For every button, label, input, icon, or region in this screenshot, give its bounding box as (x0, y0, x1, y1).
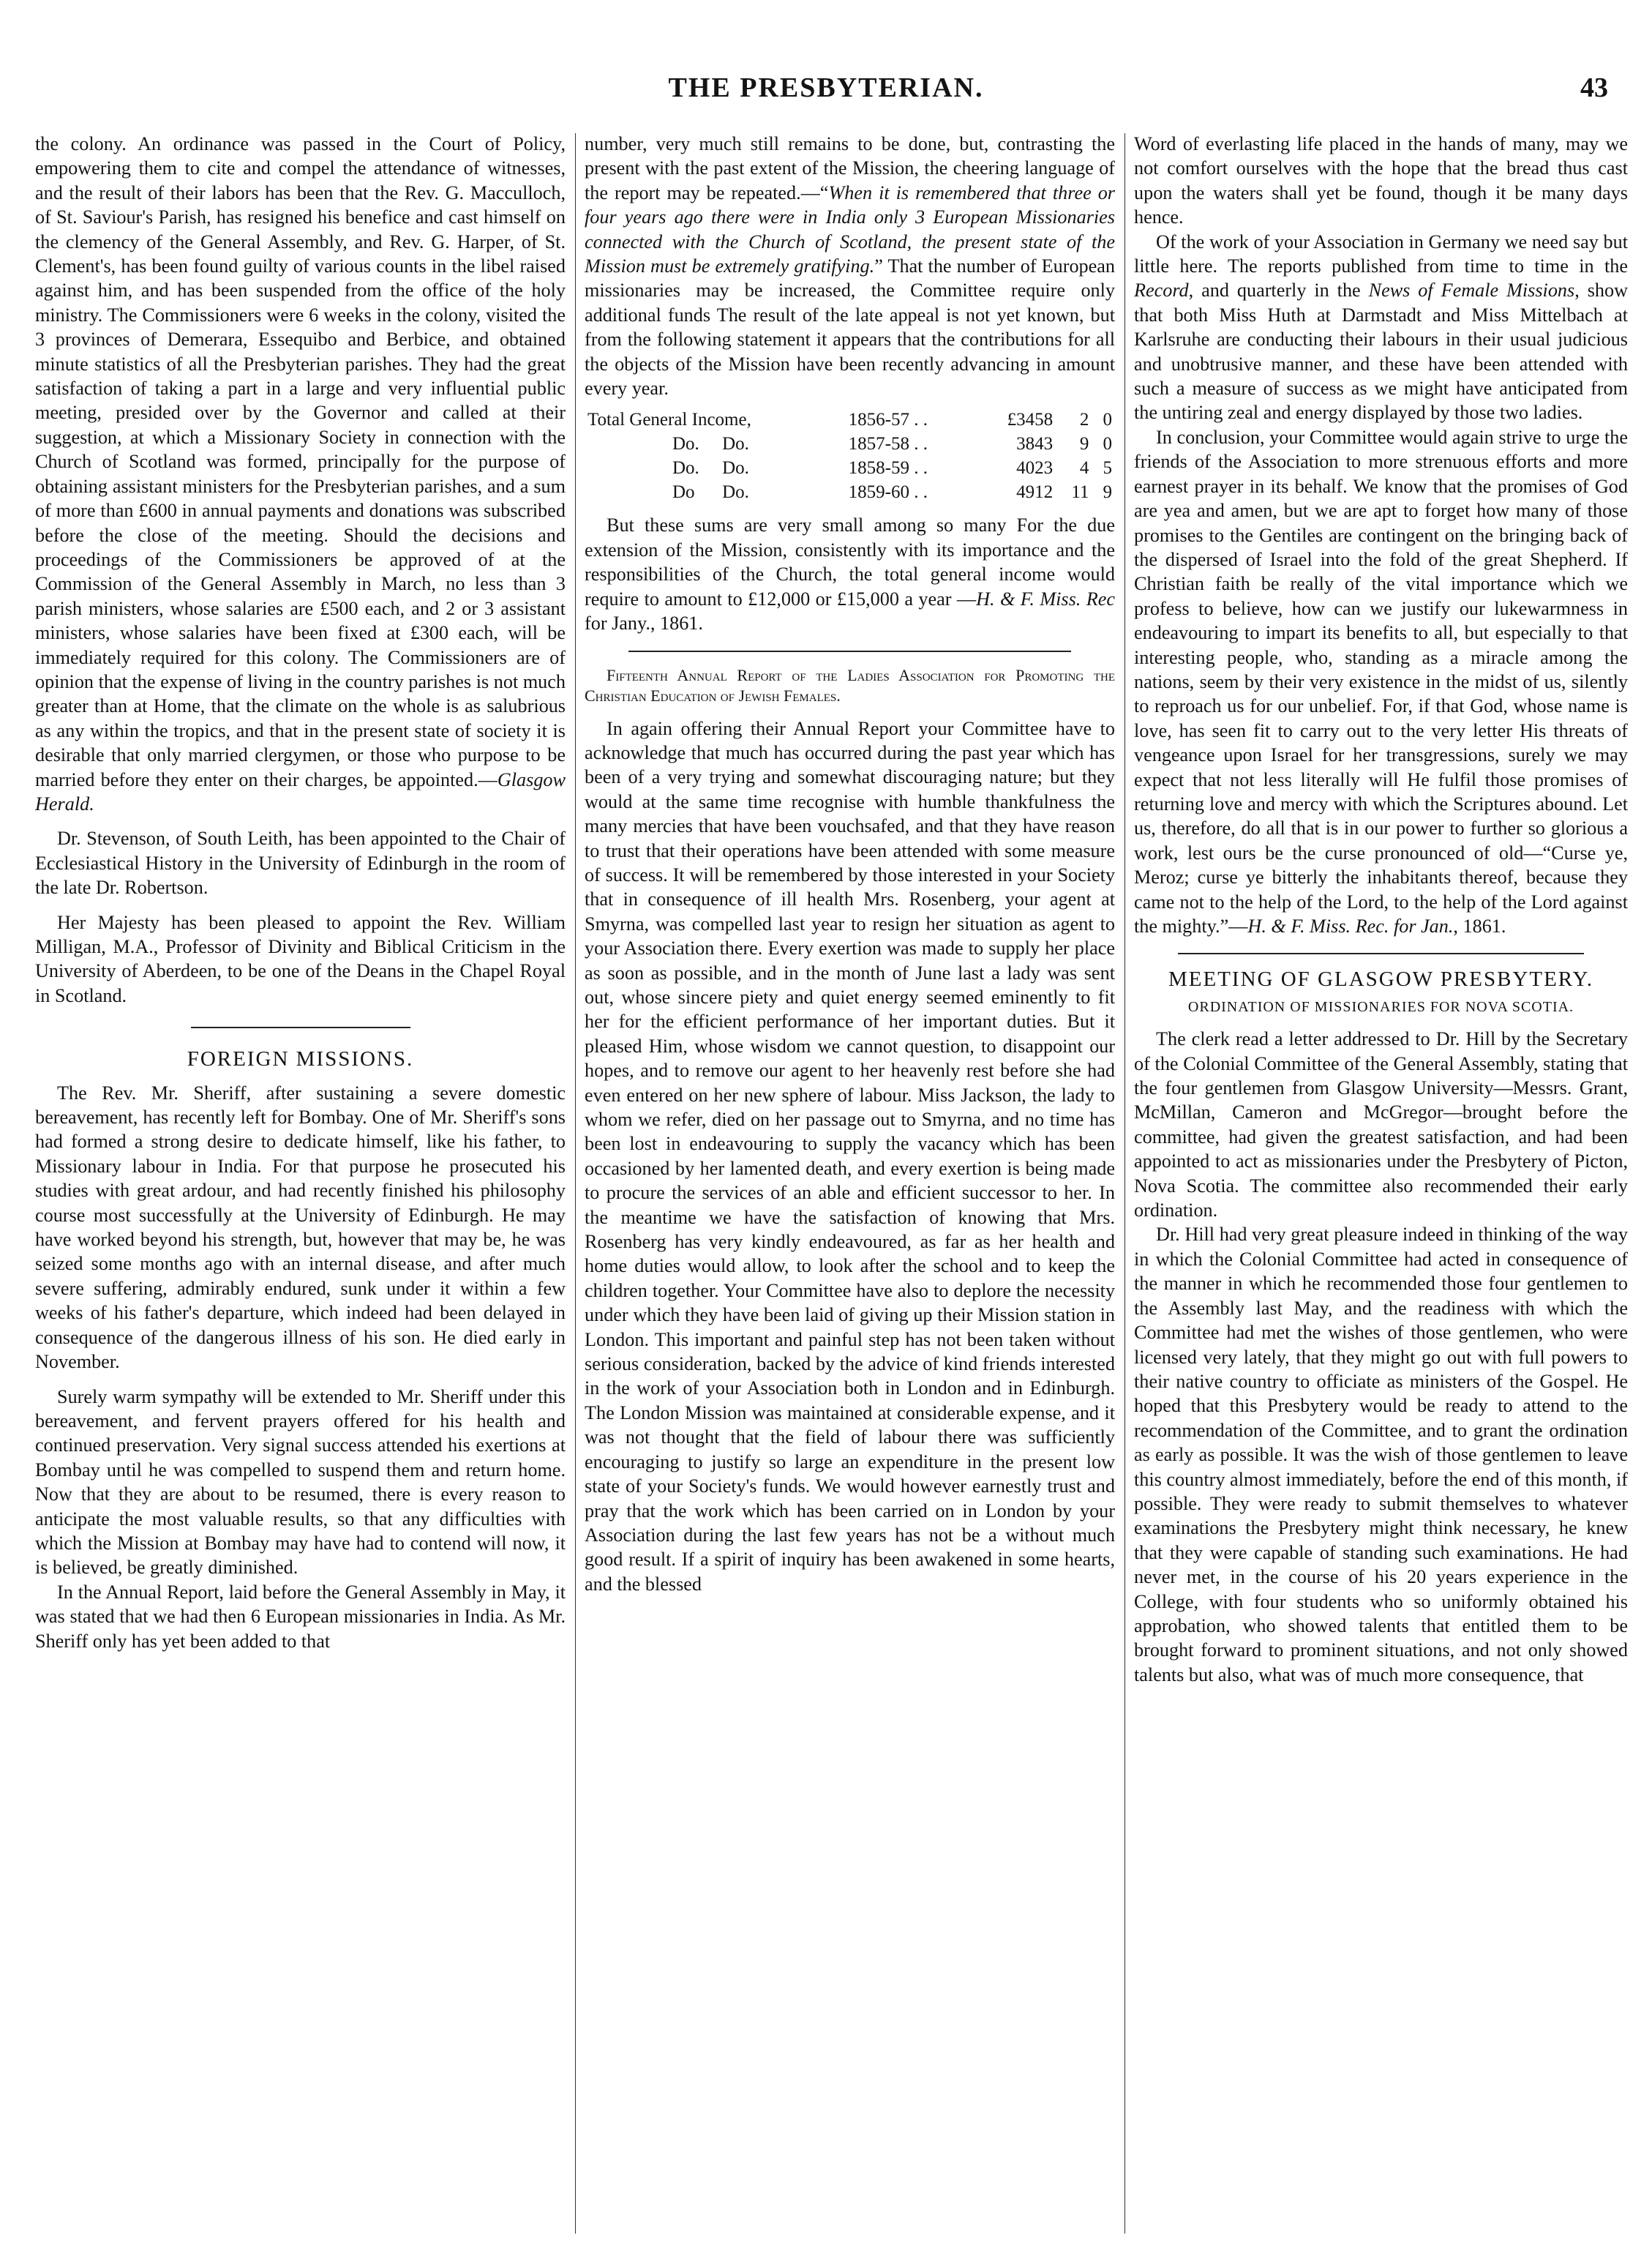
income-label: Total General Income, (587, 410, 751, 430)
income-pence: 9 (1103, 482, 1112, 503)
running-head (44, 72, 1608, 116)
income-label: Do. Do. (672, 434, 749, 454)
table-row (585, 432, 1115, 456)
table-row (585, 456, 1115, 480)
article-paragraph: Surely warm sympathy will be extended to Mr. Sheriff under this bereavement, and fervent prayers offered for his health and continued preservation. Very signal success attended his exertions at Bombay until he was compelled to suspend them and return home. Now that they are about to be resumed, there is every reason to anticipate the most valuable results, so that any difficulties with which the Mission at Bombay may have had to contend will now, it is believed, be greatly diminished. (35, 1385, 566, 1579)
article-paragraph: Word of everlasting life placed in the hands of many, may we not comfort ourselves with the hope that the bread thus cast upon the waters shall yet be found, though it be many days hence. (1134, 133, 1628, 228)
article-paragraph: Her Majesty has been pleased to appoint the Rev. William Milligan, M.A., Professor of Divinity and Biblical Criticism in the University of Aberdeen, to be one of the Deans in the Chapel Royal in Scotland. (35, 911, 566, 1006)
column-2 (585, 132, 1115, 2239)
income-shillings: 4 (1079, 458, 1089, 479)
article-paragraph: In the Annual Report, laid before the General Assembly in May, it was stated that we had then 6 European missionaries in India. As Mr. Sheriff only has yet been added to that (35, 1581, 566, 1652)
income-shillings: 11 (1071, 482, 1089, 503)
article-paragraph: In again offering their Annual Report your Committee have to acknowledge that much has occurred during the past year which has been of a very trying and somewhat discouraging nature; but they would at the same time recognise with humble thankfulness the many mercies that have been vouchsafed, and that they have reason to trust that their operations have been attended with some measure of success. It will be remembered by those interested in your Society that in consequence of ill health Mrs. Rosenberg, your agent at Smyrna, was compelled last year to resign her situation as agent to your Association there. Every exertion was made to supply her place as soon as possible, and in the month of June last a lady was sent out, whose sincere piety and quiet energy seemed eminently to fit her for the efficient performance of her important duties. But it pleased Him, whose wisdom we cannot question, to disappoint our hopes, and to remove our agent to her heavenly rest before she had even entered on her new sphere of labour. Miss Jackson, the lady to whom we refer, died on her passage out to Smyrna, and no time has been lost in endeavouring to supply the vacancy which has been occasioned by her lamented death, and every exertion is being made to procure the services of an able and efficient successor to her. In the meantime we have the satisfaction of knowing that Mrs. Rosenberg has very kindly endeavoured, as far as her health and home duties would allow, to look after the school and to keep the children together. Your Committee have also to deplore the necessity under which they have been laid of giving up their Mission station in London. This important and painful step has not been taken without serious consideration, backed by the advice of kind friends interested in the work of your Association both in London and in Edinburgh. The London Mission was maintained at considerable expense, and it was not thought that the field of labour there was sufficiently encouraging to justify so large an expenditure in the present low state of your Society's funds. We would however earnestly trust and pray that the work which has been carried on in London by your Association during the last few years has not be a without much good result. If a spirit of inquiry has been awakened in some hearts, and the blessed (585, 717, 1115, 1595)
page-title: THE PRESBYTERIAN. (668, 72, 984, 103)
income-pence: 0 (1103, 410, 1112, 430)
income-pounds: £3458 (1007, 410, 1054, 430)
income-table (585, 408, 1115, 504)
article-paragraph: Dr. Stevenson, of South Leith, has been appointed to the Chair of Ecclesiastical History in the University of Edinburgh in the room of the late Dr. Robertson. (35, 828, 566, 899)
article-paragraph: Dr. Hill had very great pleasure indeed in thinking of the way in which the Colonial Committee had acted in consequence of the manner in which he recommended those four gentlemen to the Assembly last May, and the readiness with which the Committee had met the wishes of those gentlemen, who were licensed very lately, that they might go out with full powers to their native country to officiate as ministers of the Gospel. He hoped that this Presbytery would be ready to attend to the recommendation of the Committee, and to grant the ordination as early as possible. It was the wish of those gentlemen to leave this country almost immediately, before the end of this month, if possible. They were ready to submit themselves to whatever examinations the Presbytery might think necessary, he knew that they were capable of standing such examinations. He had never met, in the course of his 20 years experience in the College, with four students who so uniformly obtained his approbation, who showed talents that entitled them to be brought forward to prominent situations, and not only showed talents but also, what was of much more consequence, that (1134, 1224, 1628, 1685)
section-divider (191, 1027, 410, 1028)
column-1 (35, 132, 566, 2239)
section-divider (1178, 953, 1584, 954)
table-row (585, 408, 1115, 432)
income-pence: 0 (1103, 434, 1112, 454)
article-paragraph: The clerk read a letter addressed to Dr. Hill by the Secretary of the Colonial Committee of the General Assembly, stating that the four gentlemen from Glasgow University—Messrs. Grant, McMillan, Cameron and McGregor—brought before the committee, had given the greatest satisfaction, and had been appointed to act as missionaries under the Presbytery of Picton, Nova Scotia. The committee also recommended their early ordination. (1134, 1028, 1628, 1221)
income-shillings: 9 (1079, 434, 1089, 454)
section-divider (628, 651, 1071, 652)
income-year: 1856-57 . . (848, 410, 928, 430)
income-pounds: 4023 (1016, 458, 1054, 479)
income-pence: 5 (1103, 458, 1112, 479)
income-year: 1857-58 . . (848, 434, 928, 454)
article-paragraph: Of the work of your Association in Germany we need say but little here. The reports published from time to time in the Record, and quarterly in the News of Female Missions, show that both Miss Huth at Darmstadt and Miss Mittelbach at Karlsruhe are conducting their labours in their usual judicious and unobtrusive manner, and these have been attended with such a measure of success as we might have anticipated from the untiring zeal and energy displayed by those two ladies. (1134, 231, 1628, 424)
income-pounds: 4912 (1016, 482, 1054, 503)
income-pounds: 3843 (1016, 434, 1054, 454)
table-row (585, 480, 1115, 504)
section-heading-glasgow-presbytery: MEETING OF GLASGOW PRESBYTERY. (1168, 967, 1593, 992)
column-3 (1134, 132, 1628, 2239)
column-rule-left (575, 133, 576, 2234)
article-paragraph: number, very much still remains to be done, but, contrasting the present with the past extent of the Mission, the cheering language of the report may be repeated.—“When it is remembered that three or four years ago there were in India only 3 European Missionaries connected with the Church of Scotland, the present state of the Mission must be extremely gratifying.” That the number of European missionaries may be increased, the Committee require only additional funds The result of the late appeal is not yet known, but from the following statement it appears that the contributions for all the objects of the Mission have been recently advancing in amount every year. (585, 133, 1115, 400)
article-paragraph: But these sums are very small among so many For the due extension of the Mission, consistently with its importance and the responsibilities of the Church, the total general income would require to amount to £12,000 or £15,000 a year —H. & F. Miss. Rec for Jany., 1861. (585, 514, 1115, 635)
page-number: 43 (1580, 72, 1608, 103)
article-paragraph: the colony. An ordinance was passed in the Court of Policy, empowering them to cite and compel the attendance of witnesses, and the result of their labors has been that the Rev. G. Macculloch, of St. Saviour's Parish, has resigned his benefice and cast himself on the clemency of the General Assembly, and Rev. G. Harper, of St. Clement's, has been found guilty of various counts in the libel raised against him, and has been suspended from the office of the holy ministry. The Commissioners were 6 weeks in the colony, visited the 3 provinces of Demerara, Essequibo and Berbice, and obtained minute statistics of all the Presbyterian parishes. They had the great satisfaction of taking a part in a large and very influential public meeting, presided over by the Governor and called at their suggestion, at which a Missionary Society in connection with the Church of Scotland was formed, principally for the purpose of obtaining assistant ministers for the Presbyterian parishes, and a sum of more than £600 in annual payments and donations was subscribed before the close of the meeting. Should the decisions and proceedings of the Commissioners be approved of at the Commission of the General Assembly in March, no less than 3 parish ministers, whose salaries are £500 each, and 2 or 3 assistant ministers, whose salaries have been fixed at £300 each, will be immediately required for this colony. The Commissioners are of opinion that the expense of living in the country parishes is not much greater than at Home, that the climate on the whole is as salubrious as any within the tropics, and that in the present state of society it is desirable that only married clergymen, or those who purpose to be married before they enter on their charges, be appointed.—Glasgow Herald. (35, 133, 566, 815)
article-paragraph: The Rev. Mr. Sheriff, after sustaining a severe domestic bereavement, has recently left for Bombay. One of Mr. Sheriff's sons had formed a strong desire to dedicate himself, like his father, to Missionary labour in India. For that purpose he prosecuted his studies with great ardour, and had recently finished his philosophy course most successfully at the University of Edinburgh. He may have worked beyond his strength, but, however that may be, he was seized some months ago with an internal disease, and after much severe suffering, admirably endured, sunk under it within a few weeks of his father's departure, which indeed had been delayed in consequence of the dangerous illness of his son. He died early in November. (35, 1082, 566, 1373)
income-shillings: 2 (1079, 410, 1089, 430)
section-heading-foreign-missions: FOREIGN MISSIONS. (187, 1047, 414, 1071)
income-label: Do. Do. (672, 458, 749, 479)
report-title: Fifteenth Annual Report of the Ladies Association for Promoting the Christian Education of Jewish Females. (585, 665, 1115, 705)
article-paragraph: In conclusion, your Committee would again strive to urge the friends of the Association to more strenuous efforts and more earnest prayer in its behalf. We know that the promises of God are yea and amen, but we are apt to forget how many of those promises to the Gentiles are contingent on the bringing back of the dispersed of Israel into the fold of the great Shepherd. If Christian faith be really of the vital importance which we profess to believe, how can we justify our lukewarmness in endeavouring to impart its benefits to all, but especially to that interesting people, who, standing as a miracle among the nations, seem by their very existence in the midst of us, silently to reproach us for our unbelief. For, if that God, whose name is love, has seen fit to carry out to the very letter His threats of vengeance upon Israel for her transgressions, surely we may expect that not less literally will He fulfil those promises of returning love and mercy with which the Scriptures abound. Let us, therefore, do all that is in our power to further so glorious a work, lest ours be the curse pronounced of old—“Curse ye, Meroz; curse ye bitterly the inhabitants thereof, because they came not to the help of the Lord, to the help of the Lord against the mighty.”—H. & F. Miss. Rec. for Jan., 1861. (1134, 426, 1628, 937)
income-year: 1859-60 . . (848, 482, 928, 503)
income-year: 1858-59 . . (848, 458, 928, 479)
section-subheading: ORDINATION OF MISSIONARIES FOR NOVA SCOTIA. (1187, 998, 1574, 1015)
income-label: Do Do. (672, 482, 749, 503)
